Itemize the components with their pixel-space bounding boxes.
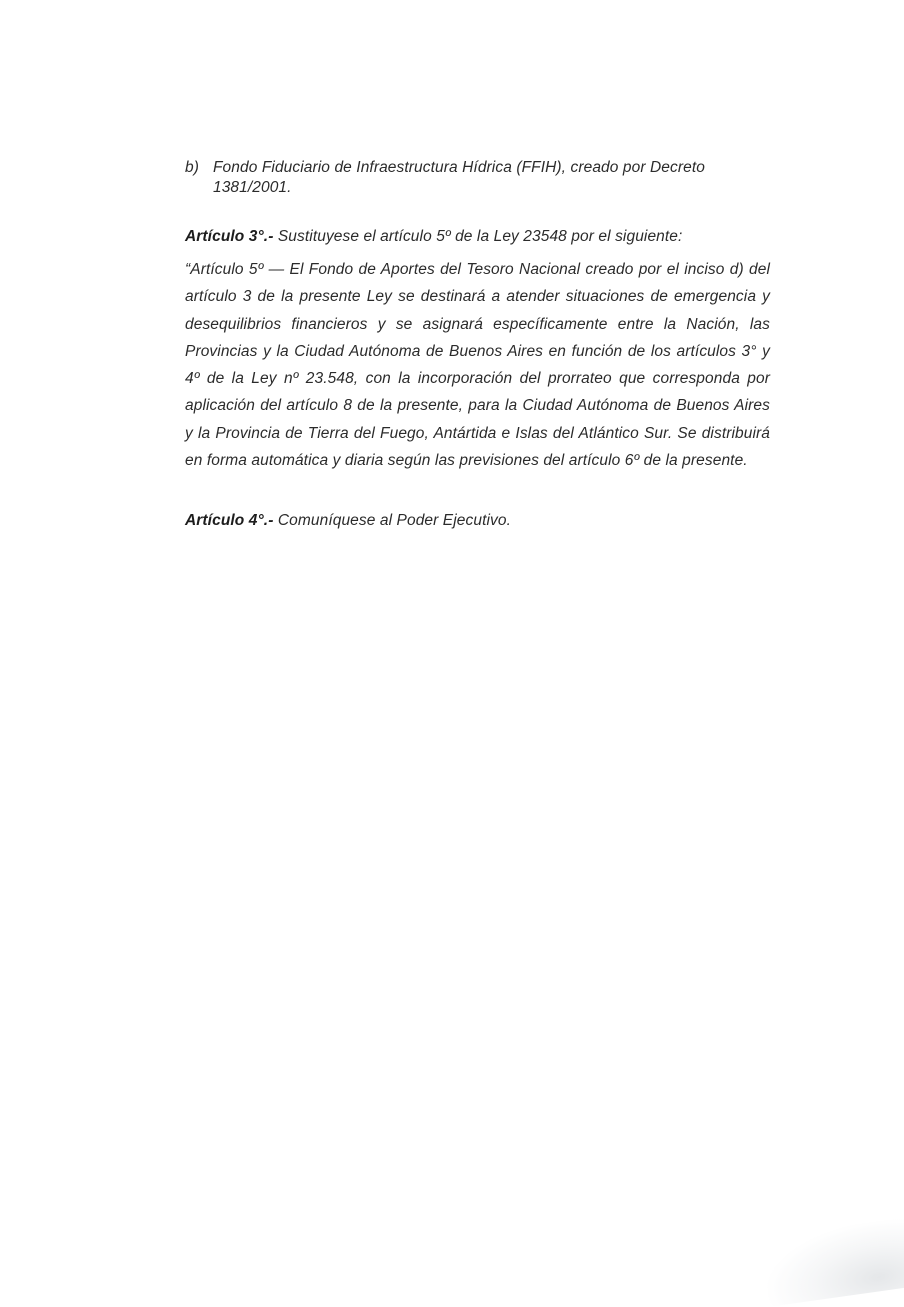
article-5-quoted-paragraph: “Artículo 5º — El Fondo de Aportes del Tesoro Nacional creado por el inciso d) del artículo 3 de la presente Ley se destinará a atender situaciones de emergencia y desequilibrios financieros y se asignará específicamente entre la Nación, las Provincias y la Ciudad Autónoma de Buenos Aires en función de los artículos 3° y 4º de la Ley nº 23.548, con la incorporación del prorrateo que corresponda por aplicación del artículo 8 de la presente, para la Ciudad Autónoma de Buenos Aires y la Provincia de Tierra del Fuego, Antártida e Islas del Atlántico Sur. Se distribuirá en forma automática y diaria según las previsiones del artículo 6º de la presente. <box>185 261 770 470</box>
article-3-text: Sustituyese el artículo 5º de la Ley 23548 por el siguiente: <box>273 228 683 245</box>
article-3-heading <box>185 227 770 247</box>
document-body <box>185 158 770 531</box>
list-item-b-text: Fondo Fiduciario de Infraestructura Hídrica (FFIH), creado por Decreto 1381/2001. <box>212 159 705 196</box>
list-item-b-marker: b) <box>185 159 199 176</box>
article-4-label: Artículo 4°.- <box>185 512 274 530</box>
article-4-heading <box>185 511 770 531</box>
article-4-text: Comuníquese al Poder Ejecutivo. <box>273 512 512 530</box>
list-item-b <box>185 158 770 198</box>
article-3-label: Artículo 3°.- <box>185 228 274 245</box>
scan-artifact-smudge <box>760 1215 904 1307</box>
